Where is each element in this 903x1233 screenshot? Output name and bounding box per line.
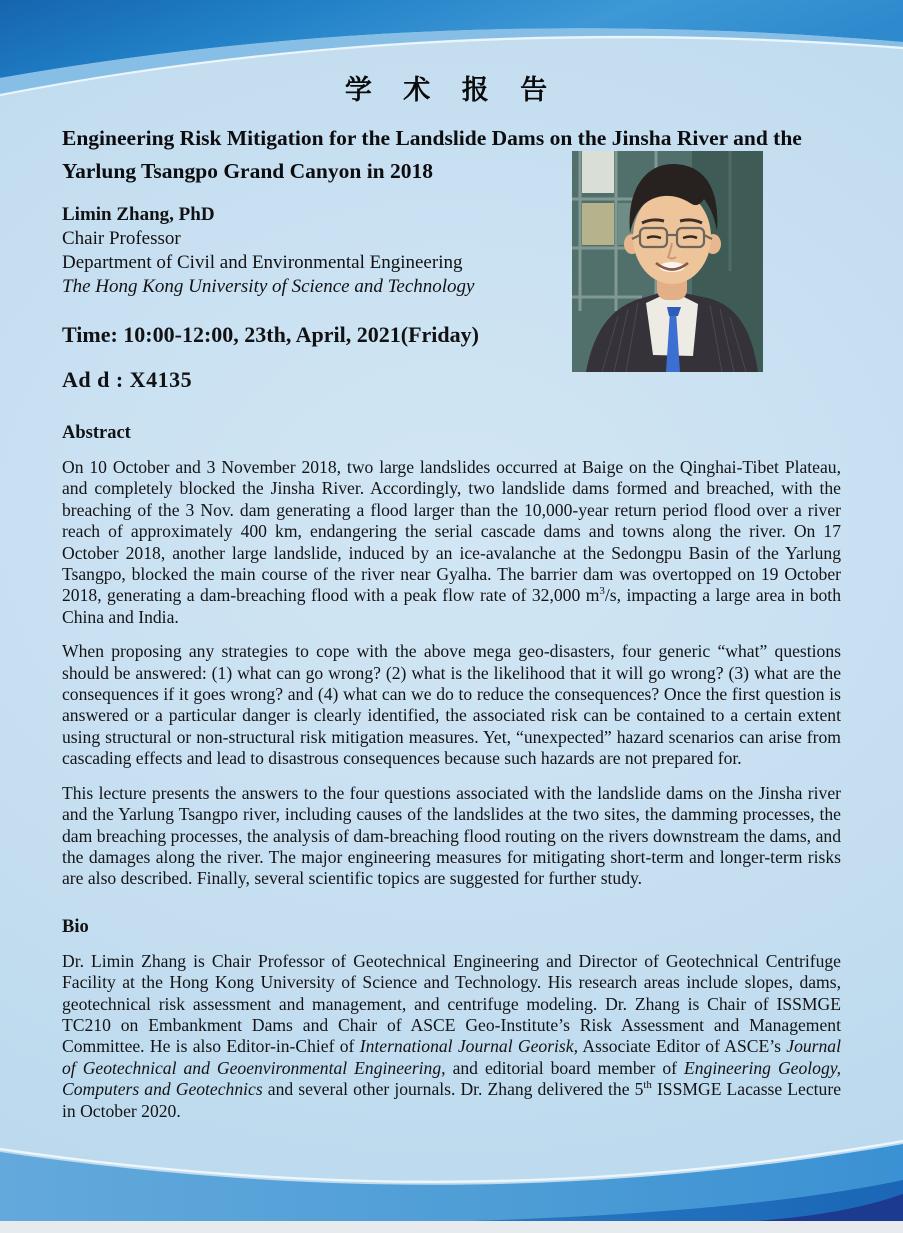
bio-paragraph: Dr. Limin Zhang is Chair Professor of Geotechnical Engineering and Director of Geotechnical Centrifuge Facility at the Hong Kong University of Science and Technology. His research areas include slopes, dams, geotechnical risk assessment and management, and centrifuge modeling. Dr. Zhang is Chair of ISSMGE TC210 on Embankment Dams and Chair of ASCE Geo-Institute’s Risk Assessment and Management Committee. He is also Editor-in-Chief of International Journal Georisk, Associate Editor of ASCE’s Journal of Geotechnical and Geoenvironmental Engineering, and editorial board member of Engineering Geology, Computers and Geotechnics and several other journals. Dr. Zhang delivered the 5th ISSMGE Lacasse Lecture in October 2020. [62,950,841,1121]
speaker-info [62,203,567,299]
abstract-paragraph-3: This lecture presents the answers to the four questions associated with the landslide dams on the Jinsha river and the Yarlung Tsangpo river, including causes of the landslides at the two sites, the damming processes, the dam breaching processes, the analysis of dam-breaching flood routing on the rivers downstream the dams, and the damages along the river. The major engineering measures for mitigating short-term and longer-term risks are also described. Finally, several scientific topics are suggested for further study. [62,782,841,889]
speaker-position: Chair Professor [62,228,181,249]
chinese-header: 学 术 报 告 [344,75,559,106]
abstract-paragraph-2: When proposing any strategies to cope with the above mega geo-disasters, four generic “what” questions should be answered: (1) what can go wrong? (2) what is the likelihood that it will go wrong? (3) what are the consequences if it goes wrong? and (4) what can we do to reduce the consequences? Once the first question is answered or a particular danger is clearly identified, the associated risk can be contained to a certain extent using structural or non-structural risk mitigation measures. Yet, “unexpected” hazard scenarios can arise from cascading effects and lead to disastrous consequences because such hazards are not prepared for. [62,641,841,769]
lecture-title: Engineering Risk Mitigation for the Landslide Dams on the Jinsha River and the Yarlung Tsangpo Grand Canyon in 2018 [62,126,802,183]
abstract-heading: Abstract [62,423,131,443]
speaker-department: Department of Civil and Environmental Engineering [62,252,463,273]
bio-heading: Bio [62,916,89,937]
speaker-name: Limin Zhang, PhD [62,204,215,225]
abstract-paragraph-1: On 10 October and 3 November 2018, two large landslides occurred at Baige on the Qinghai-Tibet Plateau, and completely blocked the Jinsha River. Accordingly, two landslide dams formed and breached, with the breaching of the 3 Nov. dam generating a flood larger than the 10,000-year return period flood over a river reach of approximately 400 km, endangering the serial cascade dams and towns along the river. On 17 October 2018, another large landslide, induced by an ice-avalanche at the Sedongpu Basin of the Yarlung Tsangpo, blocked the main course of the river near Gyalha. The barrier dam was overtopped on 19 October 2018, generating a dam-breaching flood with a peak flow rate of 32,000 $m^3/s$, impacting a large area in both China and India. [62,457,841,627]
lecture-address: Ad d : X4135 [62,367,193,392]
lecture-time: Time: 10:00-12:00, 23th, April, 2021(Friday) [62,322,479,347]
speaker-university: The Hong Kong University of Science and Technology [62,276,475,297]
